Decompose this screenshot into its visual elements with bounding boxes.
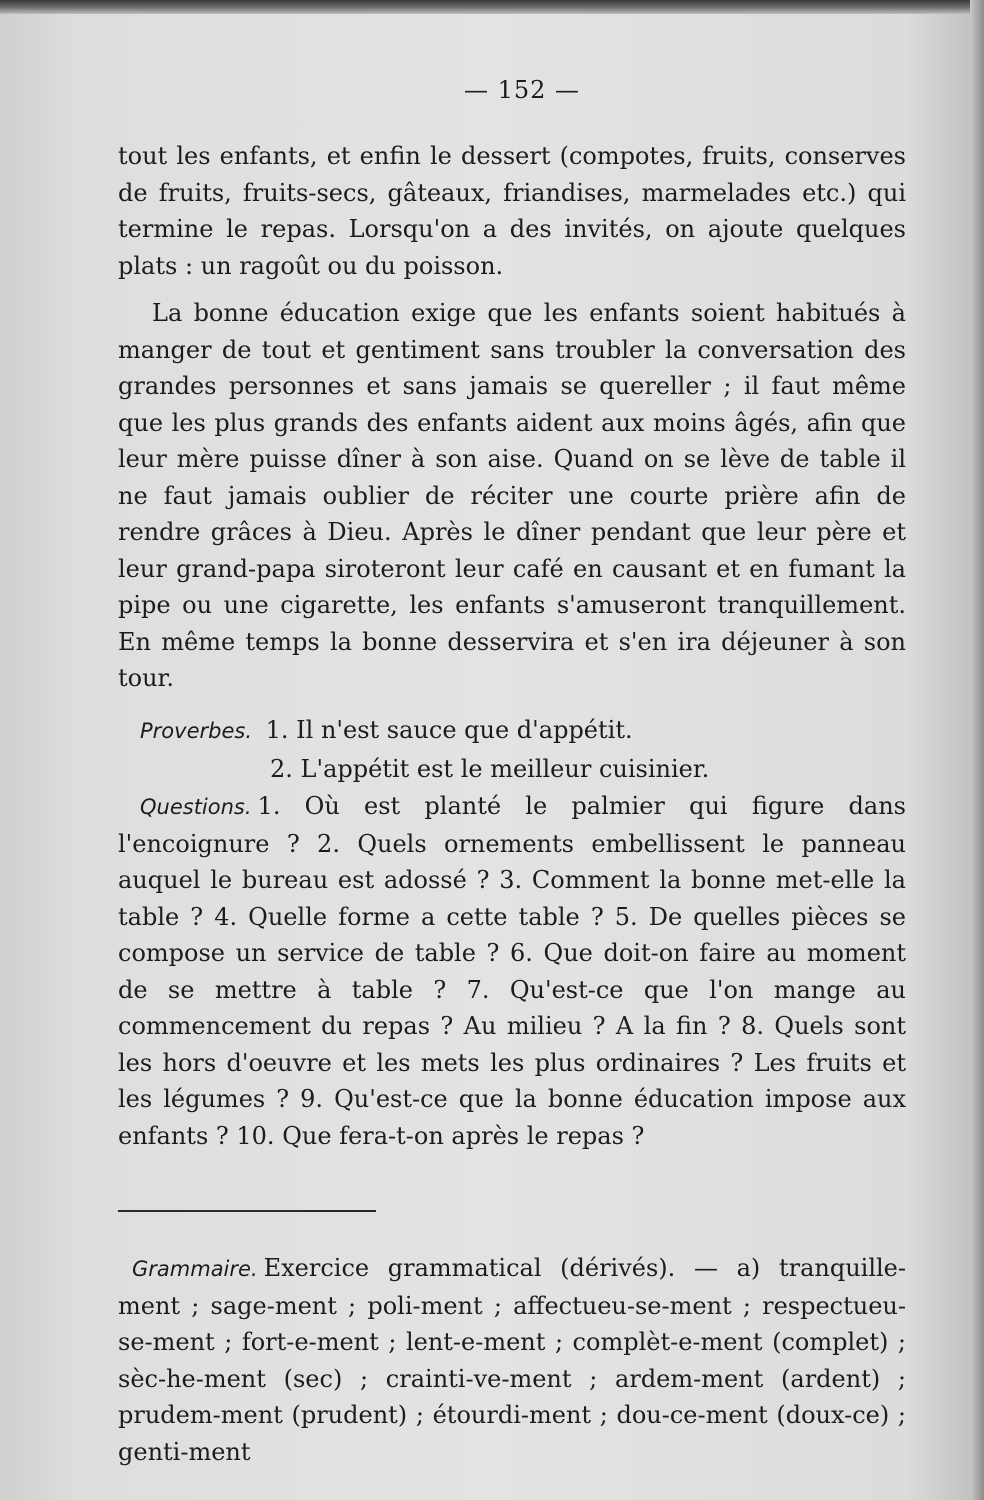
section-divider <box>118 1210 376 1212</box>
page-right-edge <box>970 0 984 1500</box>
proverb-line-2 <box>270 751 709 787</box>
grammar-text: Exercice grammatical (dérivés). — a) tranquille-ment ; sage-ment ; poli-ment ; affectueu-se-ment ; respectueu-se-ment ; fort-e-ment ; lent-e-ment ; complèt-e-ment (complet) ; sèc-he-ment (sec) ; crainti-ve-ment ; ardem-ment (ardent) ; prudem-ment (prudent) ; étourdi-ment ; dou-ce-ment (doux-ce) ; genti-ment <box>118 1254 906 1466</box>
proverb-item-1: 1. Il n'est sauce que d'appétit. <box>265 716 633 744</box>
page-top-edge <box>0 0 984 14</box>
questions-label: Questions. <box>140 795 252 819</box>
questions-text: 1. Où est planté le palmier qui figure dans l'encoignure ? 2. Quels ornements embellissent le panneau auquel le bureau est adossé ? 3. Comment la bonne met-elle la table ? 4. Quelle forme a cette table ? 5. De quelles pièces se compose un service de table ? 6. Que doit-on faire au moment de se mettre à table ? 7. Qu'est-ce que l'on mange au commencement du repas ? Au milieu ? A la fin ? 8. Quels sont les hors d'oeuvre et les mets les plus ordinaires ? Les fruits et les légumes ? 9. Qu'est-ce que la bonne éducation impose aux enfants ? 10. Que fera-t-on après le repas ? <box>118 792 906 1150</box>
paragraph-dessert: tout les enfants, et enfin le dessert (compotes, fruits, conserves de fruits, fruits-secs, gâteaux, friandises, marmelades etc.) qui termine le repas. Lorsqu'on a des invités, on ajoute quelques plats : un ragoût ou du poisson. <box>118 142 906 280</box>
questions-paragraph <box>118 788 906 1154</box>
grammar-label: Grammaire. <box>132 1257 258 1281</box>
page-number: — 152 — <box>463 76 581 104</box>
proverb-item-2: 2. L'appétit est le meilleur cuisinier. <box>270 755 710 783</box>
proverbs-label: Proverbes. <box>140 719 252 743</box>
paragraph-education: La bonne éducation exige que les enfants soient habitués à manger de tout et gentiment sans troubler la conversation des grandes personnes et sans jamais se quereller ; il faut même que les plus grands des enfants aident aux moins âgés, afin que leur mère puisse dîner à son aise. Quand on se lève de table il ne faut jamais oublier de réciter une courte prière afin de rendre grâces à Dieu. Après le dîner pendant que leur père et leur grand-papa siroteront leur café en causant et en fumant la pipe ou une cigarette, les enfants s'amuseront tranquillement. En même temps la bonne desservira et s'en ira déjeuner à son tour. <box>118 299 906 692</box>
grammar-paragraph <box>118 1250 906 1470</box>
proverb-line-1 <box>140 712 633 749</box>
